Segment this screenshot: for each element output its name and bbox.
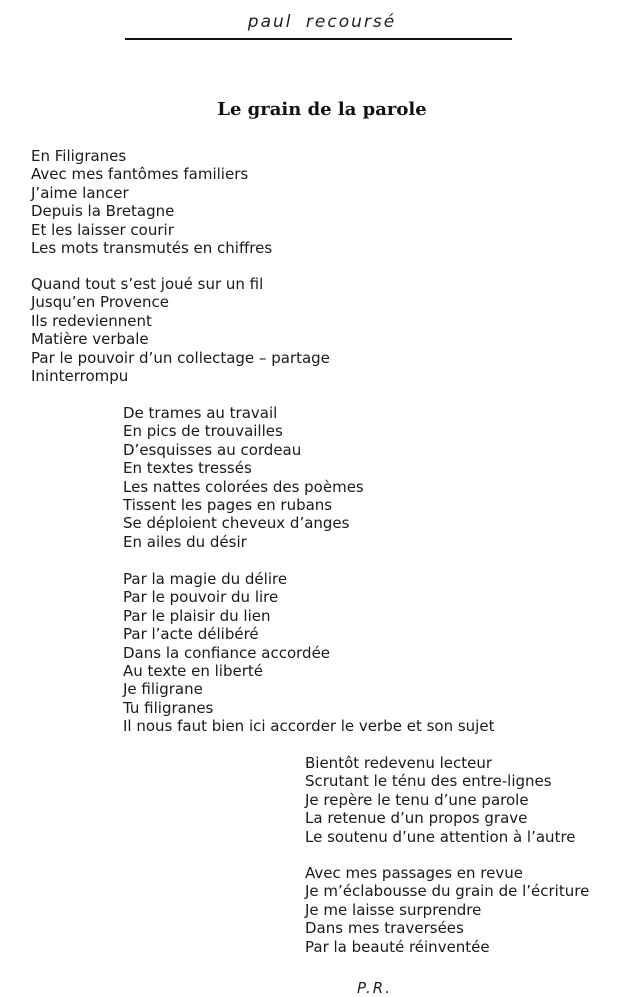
poem-line: Matière verbale [31, 330, 149, 349]
poem-line: D’esquisses au cordeau [123, 440, 302, 459]
poem-line: En ailes du désir [123, 532, 247, 551]
poem-line: Je m’éclabousse du grain de l’écriture [305, 882, 590, 901]
poem-line: Ininterrompu [31, 367, 129, 386]
poem-line: Tu filigranes [123, 698, 214, 717]
page-header-author: paul recoursé [247, 12, 397, 32]
poem-line: Par l’acte délibéré [123, 625, 259, 644]
poem-line: Bientôt redevenu lecteur [305, 754, 493, 772]
stanza-5 [305, 754, 576, 846]
poem-line: Il nous faut bien ici accorder le verbe et son sujet [123, 717, 495, 736]
poem-line: Par le pouvoir d’un collectage – partage [31, 348, 330, 367]
poem-line: Se déploient cheveux d’anges [123, 514, 350, 533]
poem-line: Dans mes traversées [305, 919, 464, 938]
poem-line: Je repère le tenu d’une parole [305, 790, 529, 809]
stanza-1 [31, 147, 272, 257]
poem-line: En textes tressés [123, 459, 252, 478]
poem-line: Par la magie du délire [123, 570, 288, 588]
poem-line: Par la beauté réinventée [305, 937, 490, 956]
poem-line: En Filigranes [31, 147, 127, 165]
poem-line: Quand tout s’est joué sur un fil [31, 275, 264, 293]
poem-line: Et les laisser courir [31, 220, 174, 239]
poem-line: En pics de trouvailles [123, 422, 283, 441]
poem-line: Les nattes colorées des poèmes [123, 477, 364, 496]
poem-line: Par le pouvoir du lire [123, 588, 279, 607]
header-rule [125, 38, 512, 40]
stanza-3 [123, 404, 364, 551]
poem-line: Jusqu’en Provence [31, 293, 169, 312]
poem-line: Avec mes passages en revue [305, 864, 523, 882]
poem-line: De trames au travail [123, 404, 278, 422]
poem-line: Au texte en liberté [123, 662, 264, 681]
poem-line: Avec mes fantômes familiers [31, 165, 249, 184]
poem-line: Par le plaisir du lien [123, 606, 271, 625]
author-signature-initials: P.R. [357, 979, 392, 997]
poem-line: Scrutant le ténu des entre-lignes [305, 772, 552, 791]
poem-title: Le grain de la parole [217, 99, 427, 120]
poem-line: Depuis la Bretagne [31, 202, 175, 221]
poem-line: Dans la confiance accordée [123, 643, 331, 662]
poem-line: Je filigrane [123, 680, 203, 699]
poem-line: Les mots transmutés en chiffres [31, 239, 273, 258]
poem-line: Tissent les pages en rubans [123, 496, 333, 515]
poem-line: Ils redeviennent [31, 311, 152, 330]
poem-line: J’aime lancer [31, 183, 129, 202]
stanza-2 [31, 275, 330, 385]
poem-line: Le soutenu d’une attention à l’autre [305, 827, 576, 846]
stanza-6 [305, 864, 589, 956]
stanza-4 [123, 570, 494, 736]
poem-line: La retenue d’un propos grave [305, 809, 528, 828]
poem-line: Je me laisse surprendre [305, 900, 482, 919]
